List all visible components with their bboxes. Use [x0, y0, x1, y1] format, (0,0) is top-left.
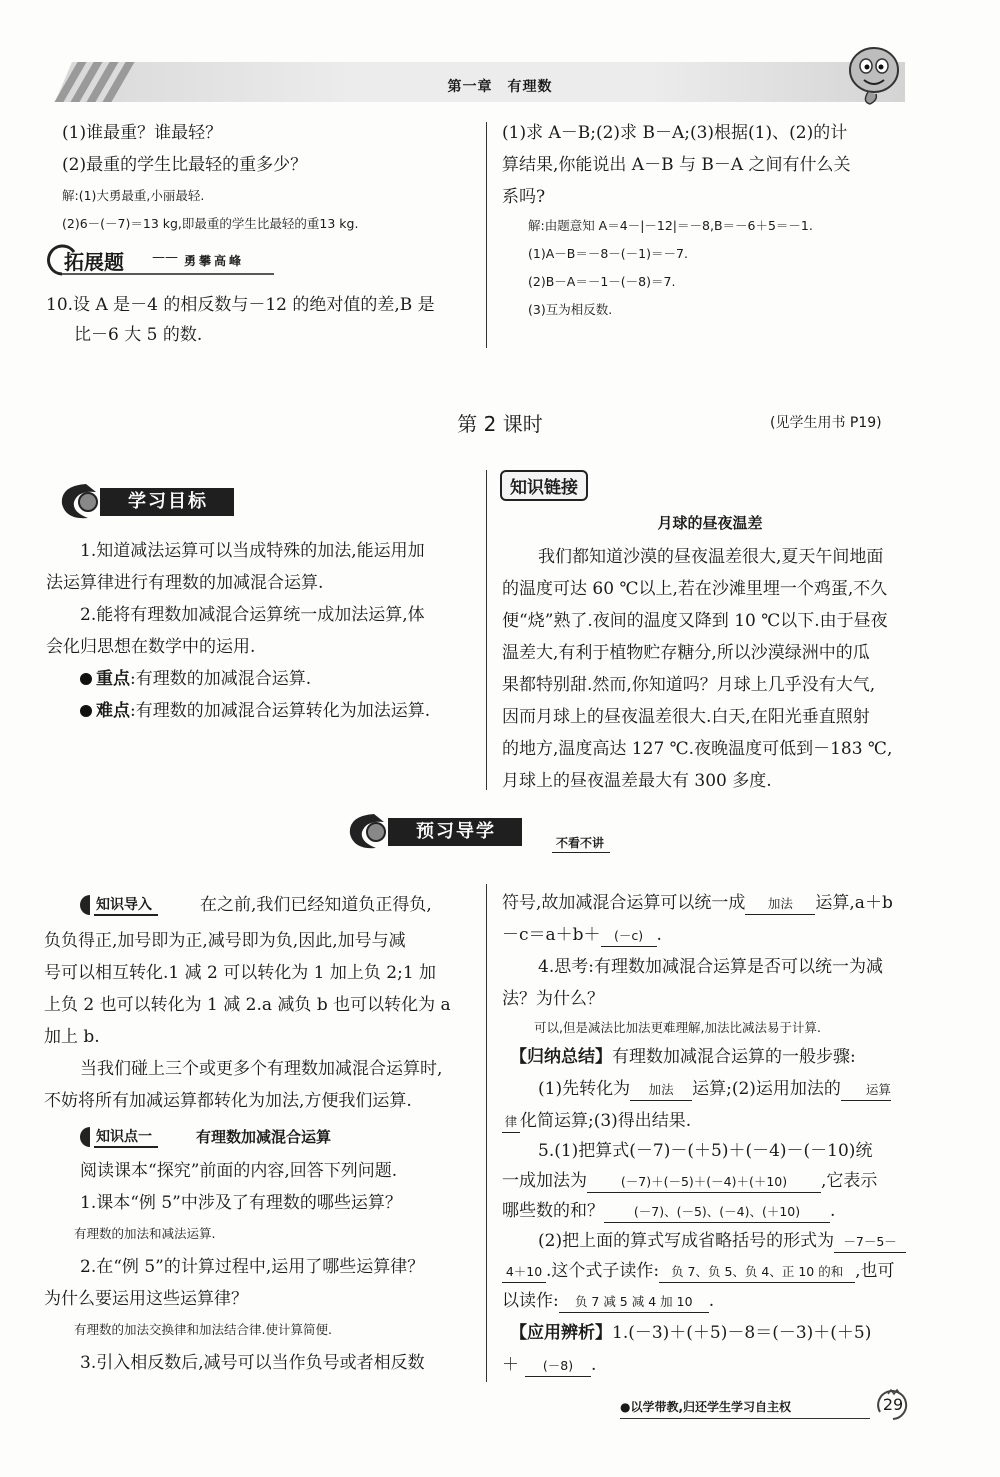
- knowledge-link-tag: 知识链接: [500, 470, 588, 501]
- moon-text-7: 的地方,温度高达 127 ℃.夜晚温度可低到－183 ℃,: [502, 739, 893, 759]
- kp-question-2-line2: 为什么要运用这些运算律？: [44, 1289, 248, 1309]
- column-divider-bottom: [486, 884, 487, 1382]
- kp-question-2-line1: 2.在“例 5”的计算过程中,运用了哪些运算律？: [80, 1257, 425, 1277]
- blank-omit-brackets-2[interactable]: 4＋10: [502, 1262, 546, 1283]
- goal-2-line1: 2.能将有理数加减混合运算统一成加法运算,体: [80, 605, 425, 625]
- q5-line2: 一成加法为 (－7)＋(－5)＋(－4)＋(＋10) ,它表示: [502, 1171, 878, 1191]
- blank-omit-brackets-1[interactable]: －7－5－: [834, 1232, 906, 1253]
- lesson-reference: (见学生用书 P19): [770, 415, 882, 431]
- intro-text-2: 负负得正,加号即为正,减号即为负,因此,加号与减: [44, 931, 406, 951]
- intro-label: 知识导入: [80, 894, 158, 915]
- q10-answer-0: 解:由题意知 A＝4－|－12|＝－8,B＝－6＋5＝－1.: [528, 218, 813, 233]
- moon-text-5: 果都特别甜.然而,你知道吗？月球上几乎没有大气,: [502, 675, 876, 695]
- footer-rule: [620, 1418, 870, 1419]
- question-2-difference: (2)最重的学生比最轻的重多少？: [62, 155, 308, 175]
- footer-motto: ●以学带教,归还学生学习自主权: [620, 1400, 792, 1414]
- summary-step-1: (1)先转化为 加法 运算;(2)运用加法的 运算: [538, 1079, 891, 1099]
- intro-text-1: 在之前,我们已经知道负正得负,: [200, 895, 432, 915]
- kp-question-1: 1.课本“例 5”中涉及了有理数的哪些运算？: [80, 1193, 402, 1213]
- summary-line: 【归纳总结】有理数加减混合运算的一般步骤:: [510, 1047, 856, 1067]
- preview-title: 预习导学: [388, 818, 522, 846]
- think-answer: 可以,但是减法比加法更难理解,加法比减法易于计算.: [534, 1020, 821, 1035]
- extension-subtitle: 勇攀高峰: [184, 254, 245, 268]
- blank-addends[interactable]: (－7)、(－5)、(－4)、(＋10): [604, 1202, 830, 1223]
- q10-tasks-line1: (1)求 A－B;(2)求 B－A;(3)根据(1)、(2)的计: [502, 123, 848, 143]
- moon-text-1: 我们都知道沙漠的昼夜温差很大,夏天午间地面: [538, 547, 884, 567]
- key-point: 重点:有理数的加减混合运算.: [80, 664, 311, 694]
- q5-part2-line1: (2)把上面的算式写成省略括号的形式为 －7－5－: [538, 1226, 906, 1256]
- kp-answer-2: 有理数的加法交换律和加法结合律.使计算简便.: [74, 1322, 332, 1337]
- goal-2-line2: 会化归思想在数学中的运用.: [46, 637, 256, 657]
- blank-addition[interactable]: 加法: [745, 894, 815, 915]
- blank-convert[interactable]: 加法: [630, 1080, 692, 1101]
- q5-line3: 哪些数的和？ (－7)、(－5)、(－4)、(＋10) .: [502, 1201, 836, 1221]
- preview-subtitle: 不看不讲: [552, 834, 610, 853]
- goal-1-line1: 1.知道减法运算可以当成特殊的加法,能运用加: [80, 541, 425, 561]
- unify-line2: －c＝a＋b＋ (－c) .: [502, 925, 662, 945]
- q5-part2-line2: 4＋10 .这个式子读作: 负 7、负 5、负 4、正 10 的和 ,也可: [502, 1256, 895, 1286]
- reading-instruction: 阅读课本“探究”前面的内容,回答下列问题.: [80, 1161, 398, 1181]
- goal-1-line2: 法运算律进行有理数的加减混合运算.: [46, 573, 324, 593]
- intro-text-5: 加上 b.: [44, 1027, 100, 1047]
- moon-text-6: 因而月球上的昼夜温差很大.白天,在阳光垂直照射: [502, 707, 870, 727]
- answer-2: (2)6－(－7)＝13 kg,即最重的学生比最轻的重13 kg.: [62, 216, 359, 231]
- intro-text-4: 上负 2 也可以转化为 1 减 2.a 减负 b 也可以转化为 a: [44, 995, 451, 1015]
- blank-read-as-sum[interactable]: 负 7、负 5、负 4、正 10 的和: [659, 1262, 855, 1283]
- q10-answer-1: (1)A－B＝－8－(－1)＝－7.: [528, 246, 688, 261]
- page-number: 29: [876, 1388, 910, 1422]
- moon-text-2: 的温度可达 60 ℃以上,若在沙滩里埋一个鸡蛋,不久: [502, 579, 888, 599]
- blank-neg-8[interactable]: (－8): [525, 1356, 591, 1377]
- blank-neg-c[interactable]: (－c): [601, 926, 657, 947]
- column-divider-middle: [486, 470, 487, 790]
- blank-law-part2[interactable]: 律: [502, 1112, 520, 1133]
- q10-answer-2: (2)B－A＝－1－(－8)＝7.: [528, 274, 676, 289]
- q10-answer-3: (3)互为相反数.: [528, 302, 613, 317]
- summary-step-2: 律 化简运算;(3)得出结果.: [502, 1106, 691, 1136]
- column-divider-top: [486, 122, 487, 348]
- unify-line1: 符号,故加减混合运算可以统一成 加法 运算,a＋b: [502, 893, 893, 913]
- moon-text-4: 温差大,有利于植物贮存糖分,所以沙漠绿洲中的瓜: [502, 643, 870, 663]
- application-line1: 【应用辨析】1.(－3)＋(＋5)－8＝(－3)＋(＋5): [510, 1323, 872, 1343]
- extension-title: 拓展题: [64, 250, 124, 274]
- extension-heading: 拓展题 —— 勇攀高峰: [44, 244, 284, 278]
- difficult-point: 难点:有理数的加减混合运算转化为加法运算.: [80, 696, 430, 726]
- learning-goals-banner: [52, 478, 282, 518]
- knowledge-point-label: 知识点一: [80, 1126, 158, 1147]
- learning-goals-title: 学习目标: [100, 488, 234, 516]
- preview-banner: [340, 808, 640, 848]
- application-line2: ＋ (－8) .: [502, 1355, 597, 1375]
- intro-text-6: 当我们碰上三个或更多个有理数加减混合运算时,: [80, 1059, 443, 1079]
- think-question-line2: 法？为什么？: [502, 989, 604, 1009]
- question-10-line1: 10.设 A 是－4 的相反数与－12 的绝对值的差,B 是: [46, 295, 435, 315]
- blank-addition-form[interactable]: (－7)＋(－5)＋(－4)＋(＋10): [587, 1172, 821, 1193]
- mascot-icon: [838, 40, 908, 108]
- bullet-icon: [80, 673, 92, 685]
- lesson-title: 第 2 课时: [457, 412, 543, 436]
- kp-answer-1: 有理数的加法和减法运算.: [74, 1226, 216, 1241]
- q5-line1: 5.(1)把算式(－7)－(＋5)＋(－4)－(－10)统: [538, 1141, 873, 1161]
- q5-part2-line3: 以读作: 负 7 减 5 减 4 加 10 .: [502, 1291, 715, 1311]
- answer-1: 解:(1)大勇最重,小丽最轻.: [62, 188, 205, 203]
- question-10-line2: 比－6 大 5 的数.: [74, 325, 203, 345]
- kp-question-3: 3.引入相反数后,减号可以当作负号或者相反数: [80, 1353, 425, 1373]
- question-1-heavy: (1)谁最重？谁最轻？: [62, 123, 223, 143]
- moon-text-3: 便“烧”熟了.夜间的温度又降到 10 ℃以下.由于昼夜: [502, 611, 888, 631]
- knowledge-link-title: 月球的昼夜温差: [657, 514, 763, 532]
- blank-law-part1[interactable]: 运算: [841, 1080, 891, 1101]
- q10-tasks-line3: 系吗?: [502, 187, 546, 207]
- q10-tasks-line2: 算结果,你能说出 A－B 与 B－A 之间有什么关: [502, 155, 851, 175]
- bullet-icon: [80, 705, 92, 717]
- intro-text-3: 号可以相互转化.1 减 2 可以转化为 1 加上负 2;1 加: [44, 963, 437, 983]
- think-question-line1: 4.思考:有理数加减混合运算是否可以统一为减: [538, 957, 883, 977]
- chapter-title: 第一章 有理数: [447, 79, 553, 95]
- moon-text-8: 月球上的昼夜温差最大有 300 多度.: [502, 771, 772, 791]
- intro-text-7: 不妨将所有加减运算都转化为加法,方便我们运算.: [44, 1091, 412, 1111]
- blank-read-as-difference[interactable]: 负 7 减 5 减 4 加 10: [559, 1292, 709, 1313]
- knowledge-point-title: 有理数加减混合运算: [196, 1128, 332, 1146]
